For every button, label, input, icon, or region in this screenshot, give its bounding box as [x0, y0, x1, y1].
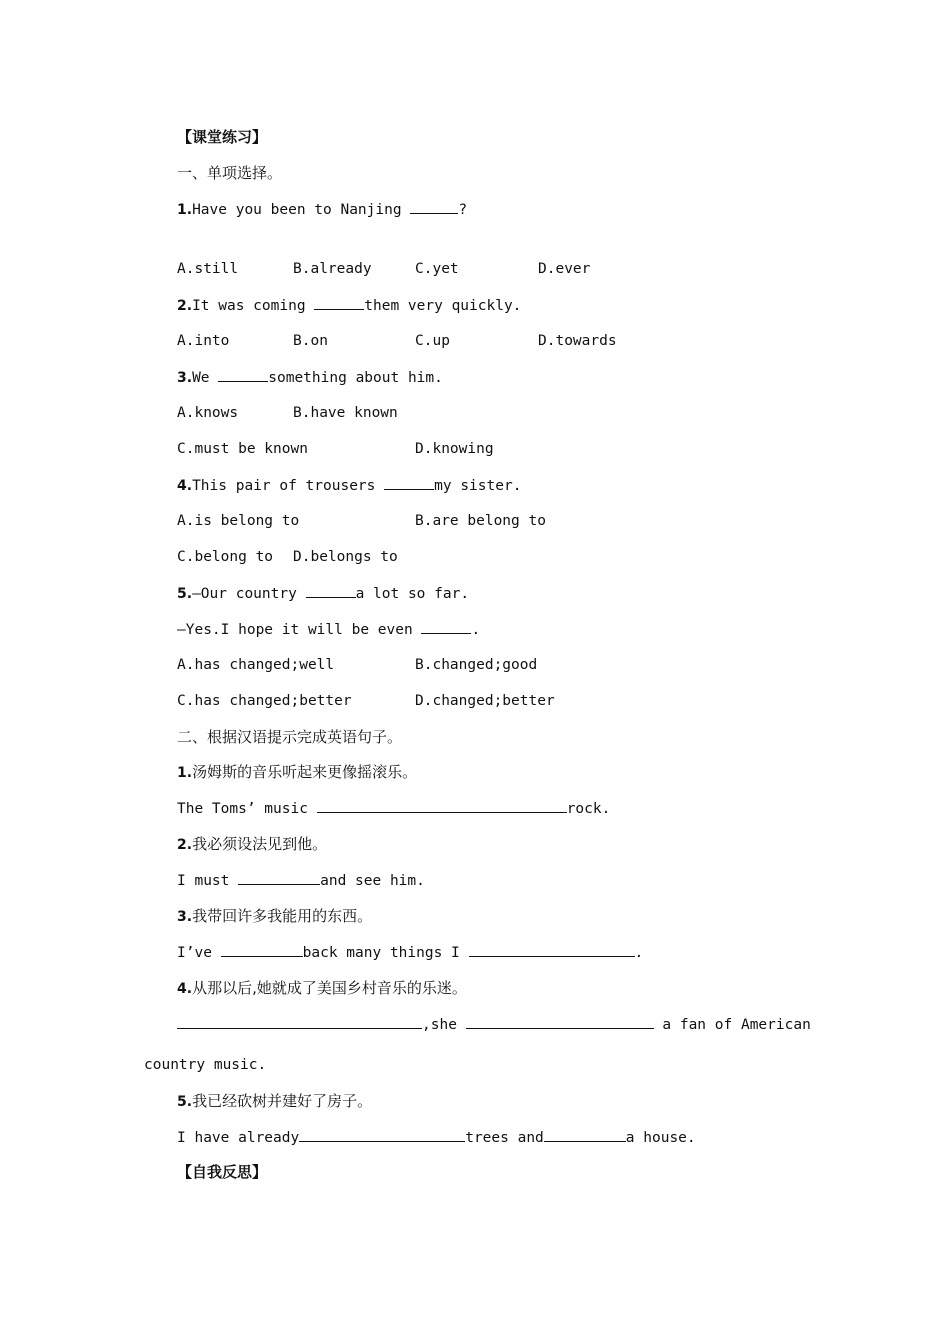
answer-blank[interactable]: [221, 942, 303, 957]
tr-prompt-1: [177, 762, 417, 782]
tr-answer-1: [177, 798, 610, 818]
option-a[interactable]: A.still: [177, 261, 239, 277]
question-number: 2.: [177, 298, 193, 314]
tr-prompt-4: [177, 978, 467, 998]
question-number: 1.: [177, 202, 193, 218]
answer-blank[interactable]: [314, 295, 364, 310]
option-c[interactable]: C.yet: [415, 261, 459, 277]
sentence-part: trees and: [465, 1130, 544, 1146]
option-d[interactable]: D.towards: [538, 333, 617, 349]
sentence-part: ,she: [422, 1017, 466, 1033]
mc-question-1: [177, 199, 467, 219]
sentence-part: and see him.: [320, 873, 425, 889]
question-stem: —Yes.I hope it will be even: [177, 622, 422, 638]
option-d[interactable]: D.changed;better: [415, 693, 555, 709]
option-a[interactable]: A.into: [177, 333, 230, 349]
heading-reflect: 【自我反思】: [177, 1163, 268, 1181]
section2-title: 二、根据汉语提示完成英语句子。: [177, 728, 403, 746]
sentence-part: a fan of American: [662, 1017, 811, 1033]
question-stem-end: them very quickly.: [364, 298, 522, 314]
chinese-prompt: 我已经砍树并建好了房子。: [192, 1092, 373, 1110]
option-d[interactable]: D.belongs to: [293, 549, 398, 565]
answer-blank[interactable]: [306, 583, 356, 598]
section1-title: 一、单项选择。: [177, 164, 283, 182]
option-b[interactable]: B.changed;good: [415, 657, 538, 673]
question-stem: It was coming: [192, 298, 315, 314]
mc-options-3a: [177, 403, 817, 423]
question-stem-end: a lot so far.: [355, 586, 470, 602]
sentence-part: I must: [177, 873, 239, 889]
option-b[interactable]: B.already: [293, 261, 372, 277]
question-number: 5.: [177, 586, 193, 602]
mc-question-5: [177, 583, 469, 603]
mc-options-4b: [177, 547, 817, 567]
tr-prompt-3: [177, 906, 372, 926]
sentence-part: back many things I: [302, 945, 469, 961]
answer-blank[interactable]: [384, 475, 434, 490]
tr-prompt-2: [177, 834, 327, 854]
option-c[interactable]: C.must be known: [177, 441, 308, 457]
chinese-prompt: 我带回许多我能用的东西。: [192, 907, 373, 925]
question-stem: Have you been to Nanjing: [192, 202, 411, 218]
sentence-part: a house.: [625, 1130, 696, 1146]
question-stem-end: my sister.: [434, 478, 522, 494]
question-number: 5.: [177, 1094, 193, 1110]
sentence-part: The Toms’ music: [177, 801, 317, 817]
tr-answer-2: [177, 870, 425, 890]
question-stem: We: [192, 370, 219, 386]
answer-blank[interactable]: [177, 1014, 422, 1029]
mc-question-2: [177, 295, 521, 315]
question-stem-end: something about him.: [268, 370, 443, 386]
option-c[interactable]: C.has changed;better: [177, 693, 352, 709]
question-number: 4.: [177, 478, 193, 494]
tr-answer-3: [177, 942, 643, 962]
tr-answer-5: [177, 1127, 696, 1147]
option-d[interactable]: D.knowing: [415, 441, 494, 457]
option-a[interactable]: A.knows: [177, 405, 239, 421]
question-stem-end: ?: [458, 202, 468, 218]
mc-options-5b: [177, 691, 817, 711]
sentence-part: I have already: [177, 1130, 300, 1146]
option-b[interactable]: B.are belong to: [415, 513, 546, 529]
chinese-prompt: 汤姆斯的音乐听起来更像摇滚乐。: [192, 763, 418, 781]
answer-blank[interactable]: [299, 1127, 465, 1142]
question-stem: —Our country: [192, 586, 306, 602]
sentence-part: I’ve: [177, 945, 221, 961]
mc-options-5a: [177, 655, 817, 675]
tr-answer-4: [177, 1014, 811, 1034]
question-number: 1.: [177, 765, 193, 781]
question-number: 3.: [177, 370, 193, 386]
question-number: 2.: [177, 837, 193, 853]
option-a[interactable]: A.is belong to: [177, 513, 300, 529]
answer-blank[interactable]: [238, 870, 320, 885]
answer-blank[interactable]: [410, 199, 458, 214]
tr-prompt-5: [177, 1091, 372, 1111]
option-c[interactable]: C.belong to: [177, 549, 274, 565]
question-stem-end: .: [471, 622, 481, 638]
answer-blank[interactable]: [466, 1014, 654, 1029]
answer-blank[interactable]: [544, 1127, 626, 1142]
answer-blank[interactable]: [317, 798, 567, 813]
option-c[interactable]: C.up: [415, 333, 450, 349]
question-number: 4.: [177, 981, 193, 997]
answer-blank[interactable]: [469, 942, 635, 957]
mc-question-3: [177, 367, 443, 387]
sentence-part: rock.: [566, 801, 611, 817]
sentence-part: .: [634, 945, 644, 961]
chinese-prompt: 从那以后,她就成了美国乡村音乐的乐迷。: [192, 979, 467, 997]
question-number: 3.: [177, 909, 193, 925]
mc-options-2: [177, 331, 817, 351]
option-d[interactable]: D.ever: [538, 261, 591, 277]
mc-options-4a: [177, 511, 817, 531]
mc-options-1: [177, 259, 817, 279]
question-stem: This pair of trousers: [192, 478, 385, 494]
answer-blank[interactable]: [218, 367, 268, 382]
option-b[interactable]: B.have known: [293, 405, 398, 421]
tr-answer-4-cont: country music.: [144, 1057, 267, 1073]
option-b[interactable]: B.on: [293, 333, 328, 349]
chinese-prompt: 我必须设法见到他。: [192, 835, 328, 853]
mc-question-4: [177, 475, 521, 495]
option-a[interactable]: A.has changed;well: [177, 657, 335, 673]
mc-options-3b: [177, 439, 817, 459]
answer-blank[interactable]: [421, 619, 471, 634]
heading-practice: 【课堂练习】: [177, 128, 268, 146]
mc-question-5-line2: [177, 619, 480, 639]
